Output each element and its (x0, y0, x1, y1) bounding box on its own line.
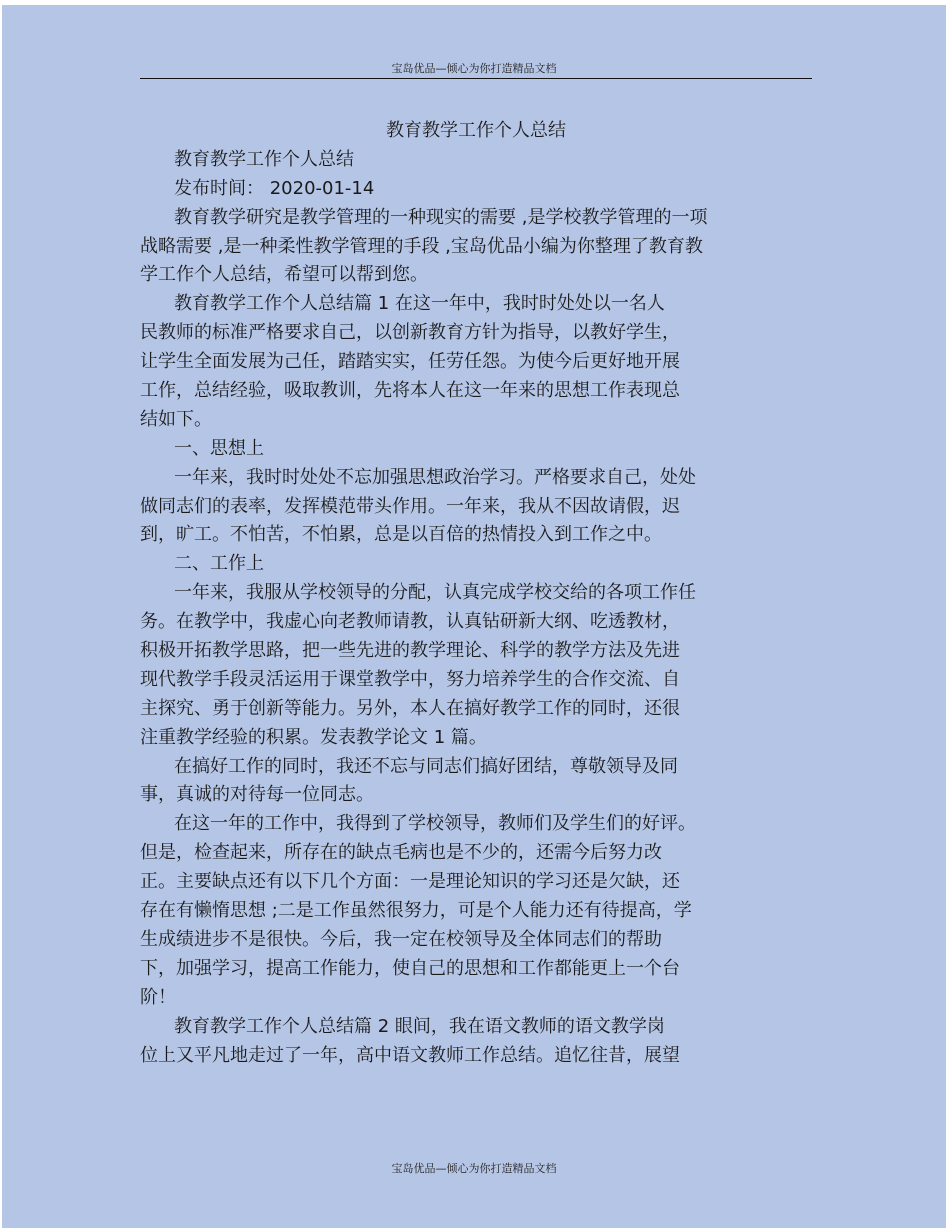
text-line: 学工作个人总结，希望可以帮到您。 (140, 264, 428, 286)
text-line: 到，旷工。不怕苦，不怕累，总是以百倍的热情投入到工作之中。 (140, 524, 662, 546)
text-line: 注重教学经验的积累。发表教学论文 1 篇。 (140, 726, 487, 748)
text-line: 教育教学工作个人总结篇 2 眼间，我在语文教师的语文教学岗 (174, 1015, 665, 1037)
page-header: 宝岛优品—倾心为你打造精品文档 (391, 62, 557, 75)
text-line: 积极开拓教学思路，把一些先进的教学理论、科学的教学方法及先进 (140, 640, 680, 662)
text-line: 教育教学研究是教学管理的一种现实的需要 ,是学校教学管理的一项 (174, 206, 708, 228)
text-line: 位上又平凡地走过了一年，高中语文教师工作总结。追忆往昔，展望 (140, 1044, 680, 1066)
text-line: 在搞好工作的同时，我还不忘与同志们搞好团结，尊敬领导及同 (174, 755, 678, 777)
header-divider (140, 78, 812, 79)
page-footer: 宝岛优品—倾心为你打造精品文档 (391, 1162, 557, 1175)
text-line: 务。在教学中，我虚心向老教师请教，认真钻研新大纲、吃透教材， (140, 611, 680, 633)
text-line: 在这一年的工作中，我得到了学校领导，教师们及学生们的好评。 (174, 813, 696, 835)
text-line: 做同志们的表率，发挥模范带头作用。一年来，我从不因故请假，迟 (140, 495, 680, 517)
publish-date: 发布时间： 2020-01-14 (174, 177, 375, 199)
text-line: 下，加强学习，提高工作能力，使自己的思想和工作都能更上一个台 (140, 957, 680, 979)
text-line: 战略需要 ,是一种柔性教学管理的手段 ,宝岛优品小编为你整理了教育教 (140, 235, 703, 257)
text-line: 事，真诚的对待每一位同志。 (140, 784, 374, 806)
text-line: 阶！ (140, 986, 176, 1008)
text-line: 主探究、勇于创新等能力。另外，本人在搞好教学工作的同时，还很 (140, 697, 680, 719)
text-line: 一年来，我服从学校领导的分配，认真完成学校交给的各项工作任 (174, 582, 696, 604)
text-line: 民教师的标准严格要求自己，以创新教育方针为指导，以教好学生， (140, 322, 680, 344)
text-line: 但是，检查起来，所存在的缺点毛病也是不少的，还需今后努力改 (140, 842, 662, 864)
text-line: 现代教学手段灵活运用于课堂教学中，努力培养学生的合作交流、自 (140, 668, 680, 690)
text-line: 存在有懒惰思想 ;二是工作虽然很努力，可是个人能力还有待提高，学 (140, 900, 692, 922)
document-page (2, 5, 946, 1228)
text-line: 教育教学工作个人总结篇 1 在这一年中，我时时处处以一名人 (174, 293, 665, 315)
text-line: 工作，总结经验，吸取教训，先将本人在这一年来的思想工作表现总 (140, 380, 680, 402)
text-line: 让学生全面发展为己任，踏踏实实，任劳任怨。为使今后更好地开展 (140, 351, 680, 373)
document-body (140, 117, 812, 1070)
section-heading: 一、思想上 (174, 437, 264, 459)
text-line: 生成绩进步不是很快。今后，我一定在校领导及全体同志们的帮助 (140, 928, 662, 950)
text-line: 教育教学工作个人总结 (174, 148, 354, 170)
text-line: 正。主要缺点还有以下几个方面：一是理论知识的学习还是欠缺，还 (140, 871, 680, 893)
document-title: 教育教学工作个人总结 (386, 120, 566, 141)
text-line: 一年来，我时时处处不忘加强思想政治学习。严格要求自己，处处 (174, 466, 696, 488)
text-line: 结如下。 (140, 408, 212, 430)
section-heading: 二、工作上 (174, 553, 264, 575)
